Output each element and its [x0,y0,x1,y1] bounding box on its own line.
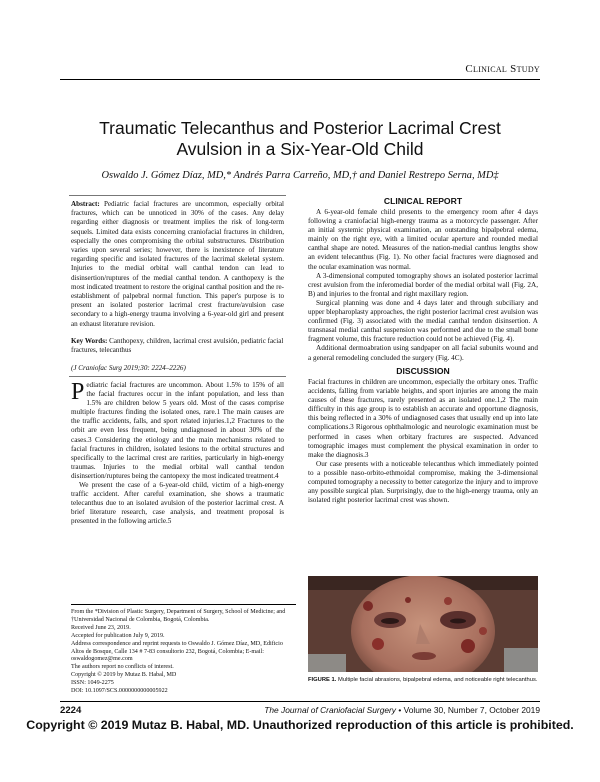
clinical-report-paragraph-2: A 3-dimensional computed tomography shows an isolated posterior lacrimal crest avulsion from the inferomedial border of the medial orbital wall (Fig. 2A, B) and injuries to the frontal and right maxillary region. [308,271,538,298]
discussion-paragraph-1: Facial fractures in children are uncommon, especially the orbitary ones. Traffic accidents, falling from variable heights, and sport injuries are among the main causes of these fractures, rarely presented as an isolated one.1,2 The main difficulty in this age group is to establish an accurate and opportune diagnosis, this being reflected in a 30% of undiagnosed cases that usually end up into late complications.3 Rigorous ophthalmologic and neurologic examination must be performed in cases when orbitary fractures are suspected. Advanced tomographic images must complement the physical examination in order to make the diagnosis.3 [308,378,538,459]
page-number: 2224 [60,705,82,716]
footnote-received: Received June 23, 2019. [71,624,131,631]
journal-issue: • Volume 30, Number 7, October 2019 [396,705,540,715]
abstract-text: Pediatric facial fractures are uncommon, especially orbital fractures, which can be unnoticed in 30% of the cases. Any delay regarding either diagnosis or treatment implies the risk of long-term sequels. Limited data exists concerning craniofacial fractures in children, especially the ones compromising the orbital substructures. Distribution varies upon several series; however, there is inexistence of literature regarding specific and isolated fractures of the lacrimal skeletal system. Injuries to the medial orbital wall canthal tendon can lead to disinsertion/ruptures of the medial canthal tendon. A canthopexy is the most indicated treatment to restore the original canthal position and the re-establishment of palpebral normal function. This paper's purpose is to present an isolated posterior lacrimal crest fracture/avulsion case secondary to a high-energy trauma involving a 6-year-old girl and present an exhaust literature revision. [71,200,284,328]
discussion-heading: DISCUSSION [396,366,450,376]
abstract-bottom-rule [69,376,286,377]
journal-info [264,705,540,715]
intro-paragraph-2: We present the case of a 6-year-old child, victim of a high-energy traffic accident. After careful examination, she shows a traumatic telecanthus due to an isolated avulsion of the posterior lacrimal crest. A brief literature research, case analysis, and treatment proposal is presented in the following article.5 [71,481,284,526]
clinical-report [308,208,538,363]
header-rule [60,79,540,80]
footnotes [71,609,296,696]
clinical-report-heading: CLINICAL REPORT [383,196,463,206]
footnote-affiliation: From the *Division of Plastic Surgery, Department of Surgery, School of Medicine; and †Universidad Nacional de Colombia, Bogotá, Colombia. [71,609,286,623]
drop-cap: P [71,379,85,405]
section-label: Clinical Study [465,63,540,75]
intro-paragraph-1 [71,381,284,481]
figure-1-caption [308,677,538,684]
author-list: Oswaldo J. Gómez Díaz, MD,* Andrés Parra Carreño, MD,† and Daniel Restrepo Serna, MD‡ [101,170,499,181]
article-title [60,118,540,160]
footnote-doi: DOI: 10.1097/SCS.0000000000005922 [71,688,168,695]
keywords-label: Key Words: [71,337,108,345]
figure-1-photo [308,576,538,672]
citation: (J Craniofac Surg 2019;30: 2224–2226) [71,364,186,372]
journal-name: The Journal of Craniofacial Surgery [264,705,396,715]
discussion [308,378,538,505]
footnote-accepted: Accepted for publication July 9, 2019. [71,632,165,639]
discussion-paragraph-2: Our case presents with a noticeable telecanthus which immediately pointed to a possible naso-orbito-ethmoidal compromise, making the 3-dimensional computed tomography a necessity to better categorize the injury and to improve any possible surgical plan. Surprisingly, due to the high-energy trauma, only an isolated right posterior lacrimal crest was shown. [308,459,538,505]
patient-face-photo [308,576,538,672]
clinical-report-paragraph-4: Additional dermoabration using sandpaper on all facial subunits wound and a general remodeling concluded the surgery (Fig. 4C). [308,344,538,362]
keywords [71,337,284,355]
intro-text-1: ediatric facial fractures are uncommon. About 1.5% to 15% of all the facial fractures occur in the infant population, and less than 1.5% are children below 5 years old. Most of the cases comprise multiple fractures finding the isolated ones, rare.1 The main causes are the traffic accidents, falls, and sport related injuries.1,2 Fractures to the orbit are even less frequent, being undiagnosed in about 30% of the cases.3 Considering the etiology and the main mechanisms related to facial fractures in children, isolated lesions to the orbital structures and specifically to the lacrimal crest are rarities, particularly in high-energy traumas. Injuries to the medial orbital wall canthal tendon disinsertion/ruptures being the cantopexy the most indicated treatment.4 [71,381,284,480]
footnote-conflicts: The authors report no conflicts of interest. [71,664,174,671]
title-line-1: Traumatic Telecanthus and Posterior Lacrimal Crest [99,118,501,138]
abstract [71,200,284,329]
footnote-correspondence: Address correspondence and reprint requests to Oswaldo J. Gómez Díaz, MD, Edificio Altos de Bosque, Calle 134 # 7-83 consultorio 232, Bogotá, Colombia; E-mail: oswaldogomez@me.com [71,640,283,663]
footnote-rule [71,604,296,605]
footer-rule [60,701,540,702]
clinical-report-paragraph-1: A 6-year-old female child presents to the emergency room after 4 days following a craniofacial high-energy trauma as a motorcycle passenger. After an initial systemic physical examination, an outstanding bipalpebral edema, mainly on the right eye, with a limited ocular aperture and rounded medial canthal shape are noted. Measures of the nation-medial canthus lengths show an evident telecanthus (Fig. 1). No other facial fractures were diagnosed and the ocular examination was normal. [308,208,538,271]
abstract-top-rule [69,195,286,196]
keywords-text: Canthopexy, children, lacrimal crest avulsión, pediatric facial fractures, telecanthus [71,337,284,355]
footnote-issn: ISSN: 1049-2275 [71,680,114,687]
figure-1-label: FIGURE 1. [308,677,337,683]
figure-1-caption-text: Multiple facial abrasions, bipalpebral edema, and noticeable right telecanthus. [337,677,538,683]
copyright-notice: Copyright © 2019 Mutaz B. Habal, MD. Unauthorized reproduction of this article is prohibited. [26,718,574,732]
footnote-copyright: Copyright © 2019 by Mutaz B. Habal, MD [71,672,177,679]
abstract-label: Abstract: [71,200,100,208]
title-line-2: Avulsion in a Six-Year-Old Child [176,139,424,159]
introduction [71,381,284,527]
clinical-report-paragraph-3: Surgical planning was done and 4 days later and through subciliary and upper blepharoplasty approaches, the right posterior lacrimal crest avulsion was confirmed (Fig. 3) associated with the medial canthal tendon disinsertion. A transnasal medial canthal suspension was performed and due to the small bone fragment volume, this fracture reduction could not be achieved (Fig. 4). [308,298,538,344]
